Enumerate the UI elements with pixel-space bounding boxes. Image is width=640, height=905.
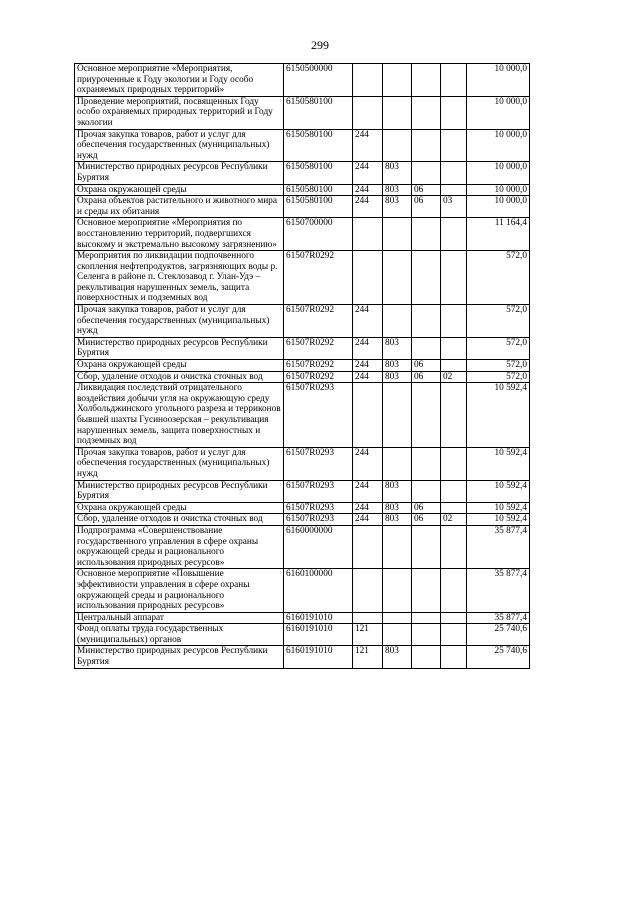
row-name-cell: Министерство природных ресурсов Республики Бурятия <box>75 480 284 502</box>
row-name-cell: Охрана окружающей среды <box>75 502 284 514</box>
row-name-cell: Охрана объектов растительного и животного мира и среды их обитания <box>75 196 284 218</box>
row-name-cell: Сбор, удаление отходов и очистка сточных вод <box>75 371 284 383</box>
ministry-code-cell: 803 <box>383 184 412 196</box>
target-code-cell: 6160191010 <box>284 646 353 668</box>
row-name-cell: Основное мероприятие «Повышение эффективности управления в сфере охраны окружающей среды и рационального использования природных ресурсов» <box>75 569 284 612</box>
expense-type-cell: 244 <box>353 360 383 372</box>
row-name-cell: Охрана окружающей среды <box>75 184 284 196</box>
ministry-code-cell: 803 <box>383 514 412 526</box>
target-code-cell: 61507R0293 <box>284 502 353 514</box>
target-code-cell: 61507R0293 <box>284 480 353 502</box>
expense-type-cell <box>353 525 383 568</box>
expense-type-cell <box>353 96 383 129</box>
subsection-cell <box>441 305 467 338</box>
subsection-cell <box>441 624 467 646</box>
section-cell <box>412 305 441 338</box>
table-row <box>75 360 530 372</box>
section-cell: 06 <box>412 196 441 218</box>
expense-type-cell <box>353 612 383 624</box>
amount-cell: 10 000,0 <box>467 96 530 129</box>
amount-cell: 10 592,4 <box>467 383 530 448</box>
subsection-cell <box>441 502 467 514</box>
amount-cell: 35 877,4 <box>467 525 530 568</box>
row-name-cell: Министерство природных ресурсов Республики Бурятия <box>75 162 284 184</box>
ministry-code-cell <box>383 64 412 97</box>
amount-cell: 572,0 <box>467 251 530 305</box>
amount-cell: 10 592,4 <box>467 480 530 502</box>
amount-cell: 10 000,0 <box>467 129 530 162</box>
row-name-cell: Сбор, удаление отходов и очистка сточных вод <box>75 514 284 526</box>
table-row <box>75 525 530 568</box>
row-name-cell: Мероприятия по ликвидации подпочвенного скопления нефтепродуктов, загрязняющих воды р. Селенга в районе п. Стеклозавод г. Улан-Удэ – рекультивация нарушенных земель, защита поверхностных и подземных вод <box>75 251 284 305</box>
expense-type-cell: 244 <box>353 129 383 162</box>
table-row <box>75 337 530 359</box>
subsection-cell <box>441 184 467 196</box>
row-name-cell: Прочая закупка товаров, работ и услуг для обеспечения государственных (муниципальных) нужд <box>75 129 284 162</box>
target-code-cell: 61507R0292 <box>284 371 353 383</box>
subsection-cell <box>441 569 467 612</box>
section-cell <box>412 569 441 612</box>
table-row <box>75 569 530 612</box>
page-number: 299 <box>311 38 329 52</box>
ministry-code-cell <box>383 612 412 624</box>
row-name-cell: Центральный аппарат <box>75 612 284 624</box>
subsection-cell <box>441 129 467 162</box>
section-cell <box>412 480 441 502</box>
subsection-cell: 02 <box>441 514 467 526</box>
table-row <box>75 646 530 668</box>
target-code-cell: 6150700000 <box>284 218 353 251</box>
ministry-code-cell <box>383 129 412 162</box>
section-cell: 06 <box>412 371 441 383</box>
expense-type-cell: 244 <box>353 305 383 338</box>
section-cell <box>412 525 441 568</box>
table-row <box>75 305 530 338</box>
amount-cell: 25 740,6 <box>467 646 530 668</box>
section-cell: 06 <box>412 514 441 526</box>
table-row <box>75 251 530 305</box>
subsection-cell <box>441 96 467 129</box>
target-code-cell: 6160191010 <box>284 612 353 624</box>
table-row <box>75 64 530 97</box>
ministry-code-cell <box>383 447 412 480</box>
target-code-cell: 6150500000 <box>284 64 353 97</box>
ministry-code-cell: 803 <box>383 162 412 184</box>
section-cell <box>412 96 441 129</box>
expense-type-cell: 244 <box>353 337 383 359</box>
ministry-code-cell <box>383 96 412 129</box>
subsection-cell <box>441 218 467 251</box>
target-code-cell: 6150580100 <box>284 162 353 184</box>
table-row <box>75 480 530 502</box>
row-name-cell: Прочая закупка товаров, работ и услуг для обеспечения государственных (муниципальных) нужд <box>75 305 284 338</box>
subsection-cell: 02 <box>441 371 467 383</box>
table-row <box>75 371 530 383</box>
amount-cell: 572,0 <box>467 371 530 383</box>
amount-cell: 10 592,4 <box>467 502 530 514</box>
subsection-cell <box>441 447 467 480</box>
section-cell <box>412 162 441 184</box>
subsection-cell <box>441 525 467 568</box>
ministry-code-cell: 803 <box>383 337 412 359</box>
amount-cell: 10 592,4 <box>467 447 530 480</box>
subsection-cell <box>441 480 467 502</box>
target-code-cell: 61507R0292 <box>284 360 353 372</box>
subsection-cell <box>441 64 467 97</box>
table-row <box>75 383 530 448</box>
target-code-cell: 61507R0293 <box>284 514 353 526</box>
ministry-code-cell: 803 <box>383 196 412 218</box>
row-name-cell: Основное мероприятие «Мероприятия, приуроченные к Году экологии и Году особо охраняемых природных территорий» <box>75 64 284 97</box>
row-name-cell: Министерство природных ресурсов Республики Бурятия <box>75 646 284 668</box>
section-cell <box>412 646 441 668</box>
target-code-cell: 61507R0292 <box>284 337 353 359</box>
section-cell <box>412 251 441 305</box>
row-name-cell: Основное мероприятие «Мероприятия по восстановлению территорий, подвергшихся высокому и экстремально высокому загрязнению» <box>75 218 284 251</box>
subsection-cell <box>441 251 467 305</box>
target-code-cell: 61507R0292 <box>284 251 353 305</box>
subsection-cell <box>441 612 467 624</box>
table-row <box>75 218 530 251</box>
table-row <box>75 514 530 526</box>
ministry-code-cell <box>383 251 412 305</box>
subsection-cell <box>441 162 467 184</box>
section-cell <box>412 383 441 448</box>
subsection-cell <box>441 360 467 372</box>
expense-type-cell: 244 <box>353 480 383 502</box>
row-name-cell: Министерство природных ресурсов Республики Бурятия <box>75 337 284 359</box>
expense-type-cell <box>353 218 383 251</box>
ministry-code-cell <box>383 525 412 568</box>
expense-type-cell <box>353 383 383 448</box>
section-cell: 06 <box>412 502 441 514</box>
expense-type-cell: 244 <box>353 162 383 184</box>
expense-type-cell: 121 <box>353 624 383 646</box>
section-cell <box>412 64 441 97</box>
target-code-cell: 61507R0293 <box>284 447 353 480</box>
amount-cell: 25 740,6 <box>467 624 530 646</box>
expense-type-cell: 121 <box>353 646 383 668</box>
section-cell <box>412 624 441 646</box>
ministry-code-cell: 803 <box>383 502 412 514</box>
target-code-cell: 61507R0292 <box>284 305 353 338</box>
amount-cell: 572,0 <box>467 337 530 359</box>
subsection-cell <box>441 337 467 359</box>
table-row <box>75 502 530 514</box>
ministry-code-cell <box>383 569 412 612</box>
ministry-code-cell <box>383 624 412 646</box>
amount-cell: 11 164,4 <box>467 218 530 251</box>
target-code-cell: 61507R0293 <box>284 383 353 448</box>
ministry-code-cell: 803 <box>383 371 412 383</box>
budget-table <box>74 63 530 669</box>
section-cell <box>412 447 441 480</box>
row-name-cell: Проведение мероприятий, посвященных Году особо охраняемых природных территорий и Году экологии <box>75 96 284 129</box>
amount-cell: 10 000,0 <box>467 162 530 184</box>
expense-type-cell: 244 <box>353 514 383 526</box>
budget-table-body <box>75 64 530 669</box>
row-name-cell: Ликвидация последствий отрицательного воздействия добычи угля на окружающую среду Холбольджинского угольного разреза и терриконов бывшей шахты Гусиноозерская – рекультивация нарушенных земель, защита поверхностных и подземных вод <box>75 383 284 448</box>
target-code-cell: 6150580100 <box>284 96 353 129</box>
table-row <box>75 184 530 196</box>
table-row <box>75 162 530 184</box>
ministry-code-cell: 803 <box>383 646 412 668</box>
subsection-cell <box>441 646 467 668</box>
expense-type-cell: 244 <box>353 502 383 514</box>
ministry-code-cell <box>383 383 412 448</box>
section-cell <box>412 218 441 251</box>
ministry-code-cell <box>383 305 412 338</box>
target-code-cell: 6150580100 <box>284 196 353 218</box>
table-row <box>75 624 530 646</box>
row-name-cell: Фонд оплаты труда государственных (муниципальных) органов <box>75 624 284 646</box>
section-cell <box>412 612 441 624</box>
section-cell: 06 <box>412 360 441 372</box>
row-name-cell: Охрана окружающей среды <box>75 360 284 372</box>
section-cell: 06 <box>412 184 441 196</box>
ministry-code-cell: 803 <box>383 480 412 502</box>
section-cell <box>412 129 441 162</box>
expense-type-cell: 244 <box>353 371 383 383</box>
amount-cell: 35 877,4 <box>467 569 530 612</box>
target-code-cell: 6160100000 <box>284 569 353 612</box>
expense-type-cell <box>353 251 383 305</box>
amount-cell: 572,0 <box>467 360 530 372</box>
expense-type-cell <box>353 64 383 97</box>
table-row <box>75 447 530 480</box>
amount-cell: 10 000,0 <box>467 64 530 97</box>
section-cell <box>412 337 441 359</box>
expense-type-cell: 244 <box>353 184 383 196</box>
amount-cell: 10 592,4 <box>467 514 530 526</box>
target-code-cell: 6160191010 <box>284 624 353 646</box>
row-name-cell: Прочая закупка товаров, работ и услуг для обеспечения государственных (муниципальных) нужд <box>75 447 284 480</box>
table-row <box>75 129 530 162</box>
row-name-cell: Подпрограмма «Совершенствование государственного управления в сфере охраны окружающей среды и рационального использования природных ресурсов» <box>75 525 284 568</box>
amount-cell: 35 877,4 <box>467 612 530 624</box>
expense-type-cell: 244 <box>353 196 383 218</box>
ministry-code-cell: 803 <box>383 360 412 372</box>
table-row <box>75 96 530 129</box>
target-code-cell: 6160000000 <box>284 525 353 568</box>
subsection-cell <box>441 383 467 448</box>
amount-cell: 10 000,0 <box>467 184 530 196</box>
expense-type-cell <box>353 569 383 612</box>
target-code-cell: 6150580100 <box>284 129 353 162</box>
target-code-cell: 6150580100 <box>284 184 353 196</box>
amount-cell: 10 000,0 <box>467 196 530 218</box>
expense-type-cell: 244 <box>353 447 383 480</box>
amount-cell: 572,0 <box>467 305 530 338</box>
table-row <box>75 612 530 624</box>
table-row <box>75 196 530 218</box>
subsection-cell: 03 <box>441 196 467 218</box>
ministry-code-cell <box>383 218 412 251</box>
